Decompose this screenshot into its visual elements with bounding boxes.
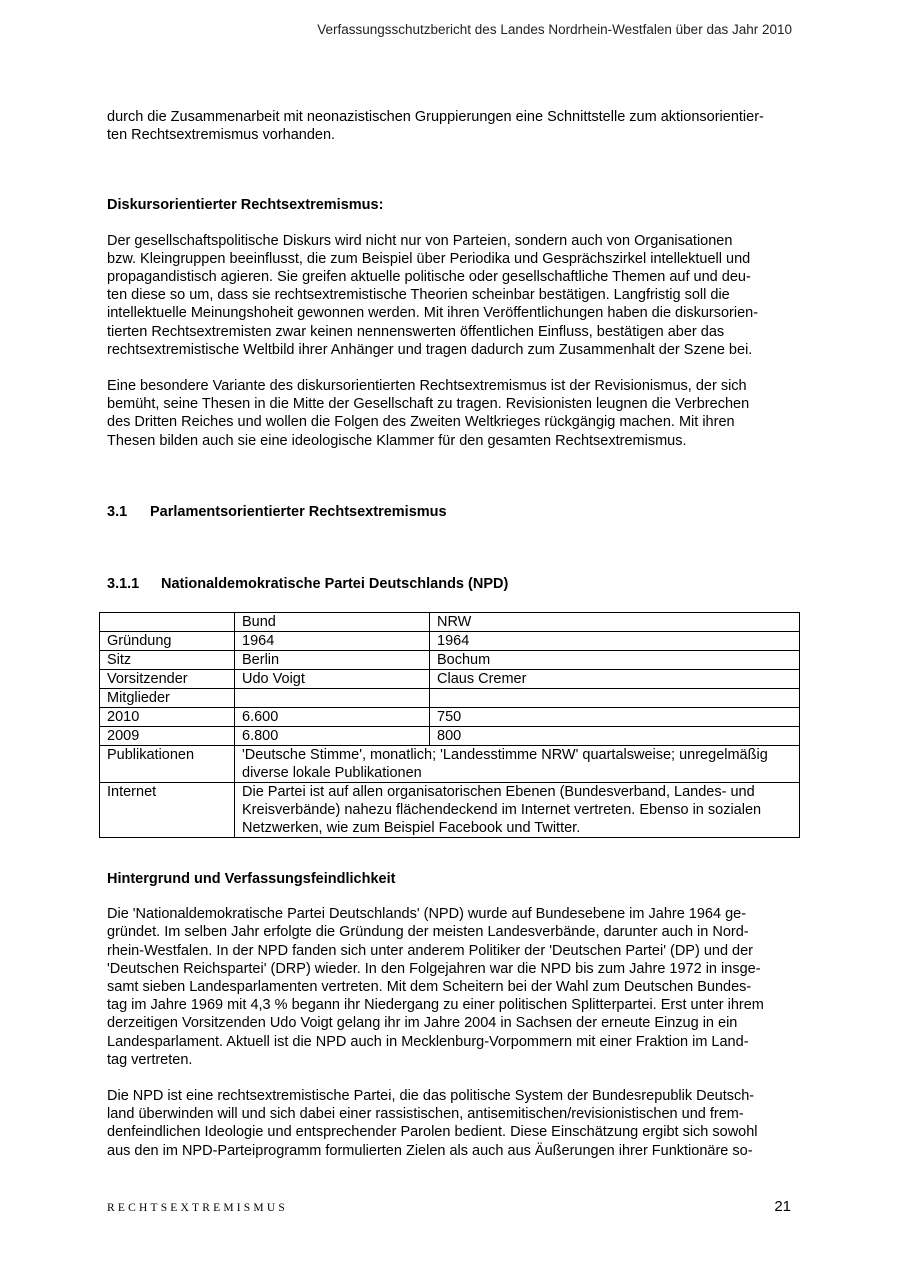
table-cell: 2009	[100, 727, 235, 746]
heading-diskurs: Diskursorientierter Rechtsextremismus:	[107, 197, 384, 214]
page-number: 21	[774, 1198, 791, 1215]
content-top	[107, 108, 793, 593]
table-cell-wide	[235, 746, 800, 783]
table-cell: Mitglieder	[100, 689, 235, 708]
table-row	[100, 708, 800, 727]
table-cell-wide	[235, 783, 800, 838]
table-cell: Bochum	[430, 651, 800, 670]
running-header: Verfassungsschutzbericht des Landes Nordrhein-Westfalen über das Jahr 2010	[317, 22, 792, 37]
text-line: des Dritten Reiches und wollen die Folgen des Zweiten Weltkrieges rückgängig machen. Mit ihren	[107, 414, 735, 431]
text-line: bemüht, seine Thesen in die Mitte der Gesellschaft zu tragen. Revisionisten leugnen die Verbrechen	[107, 396, 750, 413]
table-row	[100, 689, 800, 708]
text-line: Thesen bilden auch sie eine ideologische Klammer für den gesamten Rechtsextremismus.	[107, 432, 687, 449]
table-cell: 750	[430, 708, 800, 727]
text-line: gründet. Im selben Jahr erfolgte die Gründung der meisten Landesverbände, darunter auch in Nord-	[107, 924, 749, 941]
section-heading	[107, 503, 793, 521]
text-line: Die 'Nationaldemokratische Partei Deutschlands' (NPD) wurde auf Bundesebene im Jahre 1964 ge-	[107, 906, 747, 923]
text-line: ten Rechtsextremismus vorhanden.	[107, 127, 336, 144]
text-line: Der gesellschaftspolitische Diskurs wird nicht nur von Parteien, sondern auch von Organisationen	[107, 232, 733, 249]
text-line: rechtsextremistische Weltbild ihrer Anhänger und tragen dadurch zum Zusammenhalt der Szene bei.	[107, 341, 753, 358]
table-cell: Udo Voigt	[235, 670, 430, 689]
text-line: intellektuelle Meinungshoheit gewonnen werden. Mit ihren Veröffentlichungen haben die diskursorien-	[107, 305, 759, 322]
table-row	[100, 670, 800, 689]
text-line: aus den im NPD-Parteiprogramm formulierten Zielen als auch aus Äußerungen ihrer Funktionäre so-	[107, 1142, 753, 1159]
hintergrund-paragraph-1	[107, 905, 793, 1069]
text-line: tag im Jahre 1969 mit 4,3 % begann ihr Niedergang zu einer politischen Splitterpartei. Erst unter ihrem	[107, 997, 764, 1014]
text-line: bzw. Kleingruppen beeinflusst, die zum Beispiel über Periodika und Gesprächszirkel intellektuell und	[107, 250, 751, 267]
text-line: tierten Rechtsextremisten zwar keinen nennenswerten öffentlichen Einfluss, bestätigen aber das	[107, 323, 725, 340]
text-line: derzeitigen Vorsitzenden Udo Voigt gelang ihr im Jahre 2004 in Sachsen der erneute Einzug in ein	[107, 1015, 738, 1032]
text-line: 'Deutschen Reichspartei' (DRP) wieder. In den Folgejahren war die NPD bis zum Jahre 1972 in insge-	[107, 960, 761, 977]
table-cell: Internet	[100, 783, 235, 838]
table-cell: Bund	[235, 613, 430, 632]
table-cell: 6.800	[235, 727, 430, 746]
diskurs-paragraph-1	[107, 232, 793, 359]
diskurs-paragraph-2	[107, 377, 793, 450]
subsection-heading	[107, 575, 793, 593]
table-cell: 2010	[100, 708, 235, 727]
text-line: Eine besondere Variante des diskursorientierten Rechtsextremismus ist der Revisionismus, der sich	[107, 378, 747, 395]
section-number: 3.1	[107, 503, 128, 520]
table-cell	[235, 689, 430, 708]
text-line: Netzwerken, wie zum Beispiel Facebook und Twitter.	[242, 820, 581, 836]
table-row-internet	[100, 783, 800, 838]
table-cell: Gründung	[100, 632, 235, 651]
table-cell: Publikationen	[100, 746, 235, 783]
table-cell: 6.600	[235, 708, 430, 727]
text-line: samt sieben Landesparlamenten vertreten. Mit dem Scheitern bei der Wahl zum Deutschen Bundes-	[107, 979, 752, 996]
table-row-publikationen	[100, 746, 800, 783]
table-cell: Vorsitzender	[100, 670, 235, 689]
table-row	[100, 727, 800, 746]
text-line: tag vertreten.	[107, 1051, 193, 1068]
text-line: Landesparlament. Aktuell ist die NPD auch in Mecklenburg-Vorpommern mit einer Fraktion im Land-	[107, 1033, 749, 1050]
text-line: durch die Zusammenarbeit mit neonazistischen Gruppierungen eine Schnittstelle zum aktionsorientier-	[107, 109, 764, 125]
text-line: Die NPD ist eine rechtsextremistische Partei, die das politische System der Bundesrepublik Deutsch-	[107, 1088, 755, 1105]
text-line: propagandistisch agieren. Sie greifen aktuelle politische oder gesellschaftliche Themen auf und deu-	[107, 269, 751, 286]
footer-section-label: RECHTSEXTREMISMUS	[107, 1202, 288, 1214]
party-info-table	[99, 612, 800, 838]
table-cell: Berlin	[235, 651, 430, 670]
intro-paragraph	[107, 108, 793, 144]
text-line: ten diese so um, dass sie rechtsextremistische Theorien scheinbar bestätigen. Langfristig soll die	[107, 287, 730, 304]
subsection-title: Nationaldemokratische Partei Deutschlands (NPD)	[161, 576, 509, 593]
table-cell	[430, 689, 800, 708]
table-cell: Sitz	[100, 651, 235, 670]
text-line: 'Deutsche Stimme', monatlich; 'Landesstimme NRW' quartalsweise; unregelmäßig	[242, 747, 768, 763]
text-line: diverse lokale Publikationen	[242, 765, 422, 781]
table-cell: 1964	[235, 632, 430, 651]
text-line: denfeindlichen Ideologie und entsprechender Parolen bedient. Diese Einschätzung ergibt sich sowohl	[107, 1124, 758, 1141]
table-cell: 1964	[430, 632, 800, 651]
text-line: rhein-Westfalen. In der NPD fanden sich unter anderem Politiker der 'Deutschen Partei' (DP) und der	[107, 942, 754, 959]
table-row	[100, 632, 800, 651]
table-cell	[100, 613, 235, 632]
hintergrund-paragraph-2	[107, 1087, 793, 1160]
text-line: land überwinden will und sich dabei einer rassistischen, antisemitischen/revisionistischen und frem-	[107, 1106, 744, 1123]
table-cell: 800	[430, 727, 800, 746]
section-title: Parlamentsorientierter Rechtsextremismus	[150, 503, 447, 520]
text-line: Die Partei ist auf allen organisatorischen Ebenen (Bundesverband, Landes- und	[242, 784, 755, 800]
content-bottom	[107, 870, 793, 1160]
subsection-number: 3.1.1	[107, 576, 140, 593]
table-header-row	[100, 613, 800, 632]
text-line: Kreisverbände) nahezu flächendeckend im Internet vertreten. Ebenso in sozialen	[242, 802, 762, 818]
table-cell: Claus Cremer	[430, 670, 800, 689]
heading-hintergrund: Hintergrund und Verfassungsfeindlichkeit	[107, 871, 396, 887]
table-row	[100, 651, 800, 670]
table-cell: NRW	[430, 613, 800, 632]
